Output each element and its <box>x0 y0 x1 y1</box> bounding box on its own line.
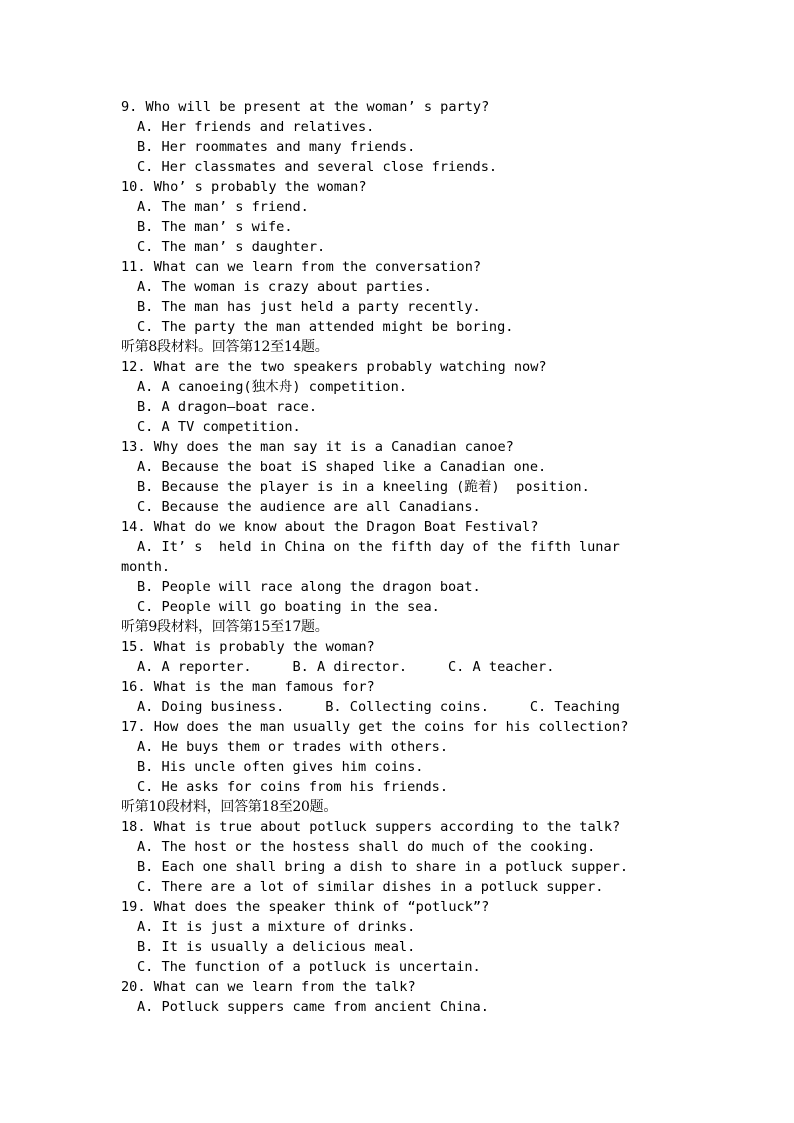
answer-option: C. There are a lot of similar dishes in a potluck supper. <box>137 879 604 895</box>
answer-option: A. Doing business. B. Collecting coins. C. Teaching <box>137 699 620 715</box>
section-heading: 听第10段材料，回答第18至20题。 <box>121 799 338 815</box>
answer-option: C. The man’ s daughter. <box>137 239 326 255</box>
answer-option: A. A canoeing(独木舟) competition. <box>137 379 407 395</box>
answer-option: B. Because the player is in a kneeling (跪着) position. <box>137 479 590 495</box>
answer-option: A. Her friends and relatives. <box>137 119 375 135</box>
answer-option: A. The man’ s friend. <box>137 199 309 215</box>
section-heading: 听第8段材料。回答第12至14题。 <box>121 339 329 355</box>
question-text: 14. What do we know about the Dragon Boat Festival? <box>121 519 539 535</box>
question-text: 13. Why does the man say it is a Canadian canoe? <box>121 439 514 455</box>
answer-option: B. The man’ s wife. <box>137 219 293 235</box>
answer-option: A. The host or the hostess shall do much of the cooking. <box>137 839 596 855</box>
answer-option: B. Her roommates and many friends. <box>137 139 416 155</box>
answer-option: C. He asks for coins from his friends. <box>137 779 448 795</box>
question-text: 16. What is the man famous for? <box>121 679 375 695</box>
answer-option: C. Because the audience are all Canadians. <box>137 499 481 515</box>
question-text: 11. What can we learn from the conversation? <box>121 259 482 275</box>
section-heading: 听第9段材料，回答第15至17题。 <box>121 619 329 635</box>
question-text: 9. Who will be present at the woman’ s party? <box>121 99 490 115</box>
answer-option: A. A reporter. B. A director. C. A teacher. <box>137 659 555 675</box>
answer-option: A. The woman is crazy about parties. <box>137 279 432 295</box>
answer-option: A. Potluck suppers came from ancient China. <box>137 999 489 1015</box>
question-text: 12. What are the two speakers probably watching now? <box>121 359 547 375</box>
answer-option: C. The function of a potluck is uncertain. <box>137 959 481 975</box>
answer-option: A. It is just a mixture of drinks. <box>137 919 416 935</box>
answer-option: C. A TV competition. <box>137 419 301 435</box>
answer-option: B. People will race along the dragon boat. <box>137 579 481 595</box>
answer-option: B. It is usually a delicious meal. <box>137 939 416 955</box>
question-text: 20. What can we learn from the talk? <box>121 979 416 995</box>
answer-option: C. Her classmates and several close friends. <box>137 159 498 175</box>
answer-option: B. A dragon—boat race. <box>137 399 318 415</box>
document-page <box>121 97 721 1017</box>
question-text: 19. What does the speaker think of “potluck”? <box>121 899 490 915</box>
question-text: 10. Who’ s probably the woman? <box>121 179 367 195</box>
answer-option: B. His uncle often gives him coins. <box>137 759 424 775</box>
answer-option: B. Each one shall bring a dish to share in a potluck supper. <box>137 859 629 875</box>
question-text: 17. How does the man usually get the coins for his collection? <box>121 719 629 735</box>
answer-option: C. The party the man attended might be boring. <box>137 319 514 335</box>
answer-option: A. He buys them or trades with others. <box>137 739 448 755</box>
continued-text: month. <box>121 559 171 575</box>
answer-option: A. It’ s held in China on the fifth day of the fifth lunar <box>137 539 620 555</box>
answer-option: B. The man has just held a party recently. <box>137 299 481 315</box>
answer-option: C. People will go boating in the sea. <box>137 599 440 615</box>
question-text: 18. What is true about potluck suppers according to the talk? <box>121 819 621 835</box>
question-text: 15. What is probably the woman? <box>121 639 375 655</box>
answer-option: A. Because the boat iS shaped like a Canadian one. <box>137 459 547 475</box>
